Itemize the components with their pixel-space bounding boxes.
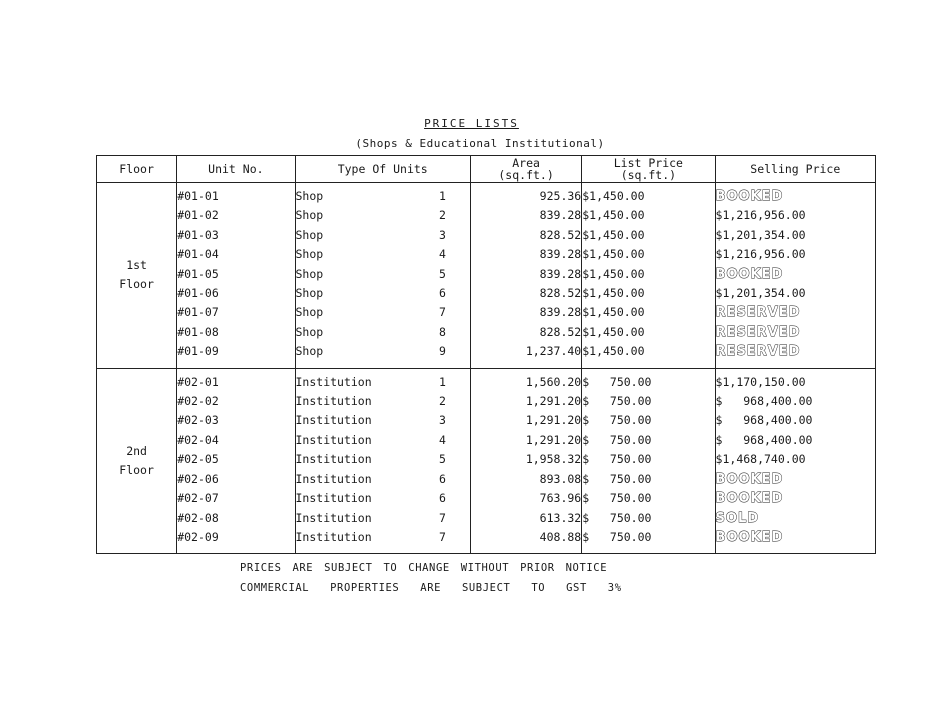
list-price-cell: $1,450.00 bbox=[582, 245, 715, 264]
area-cell: 828.52 bbox=[470, 323, 581, 342]
list-price-cell: $1,450.00 bbox=[582, 284, 715, 303]
table-header-row bbox=[97, 156, 876, 183]
area-cell: 839.28 bbox=[470, 303, 581, 322]
table-row bbox=[97, 431, 876, 450]
list-price-cell: $ 750.00 bbox=[582, 509, 715, 528]
area-cell: 763.96 bbox=[470, 489, 581, 508]
document-subtitle: (Shops & Educational Institutional) bbox=[355, 137, 605, 150]
unit-type-cell: Institution 7 bbox=[295, 509, 470, 528]
table-row bbox=[97, 489, 876, 508]
selling-price-cell: $1,201,354.00 bbox=[715, 226, 875, 245]
unit-number-cell: #02-05 bbox=[177, 450, 295, 469]
floor-label: 1st Floor bbox=[97, 183, 177, 369]
unit-type-cell: Shop 2 bbox=[295, 206, 470, 225]
unit-number-cell: #02-08 bbox=[177, 509, 295, 528]
unit-type-cell: Shop 4 bbox=[295, 245, 470, 264]
unit-type-cell: Shop 5 bbox=[295, 265, 470, 284]
document-title: PRICE LISTS bbox=[424, 117, 519, 130]
area-cell: 408.88 bbox=[470, 528, 581, 554]
area-cell: 1,291.20 bbox=[470, 431, 581, 450]
unit-number-cell: #02-04 bbox=[177, 431, 295, 450]
area-cell: 1,237.40 bbox=[470, 342, 581, 368]
list-price-cell: $ 750.00 bbox=[582, 392, 715, 411]
unit-type-cell: Institution 6 bbox=[295, 470, 470, 489]
unit-type-cell: Institution 3 bbox=[295, 411, 470, 430]
unit-type-cell: Institution 2 bbox=[295, 392, 470, 411]
unit-number-cell: #02-01 bbox=[177, 368, 295, 392]
selling-price-cell: RESERVED bbox=[715, 303, 875, 322]
table-row bbox=[97, 284, 876, 303]
table-row bbox=[97, 245, 876, 264]
list-price-cell: $ 750.00 bbox=[582, 489, 715, 508]
footer-notice-price-change: PRICES ARE SUBJECT TO CHANGE WITHOUT PRIOR NOTICE bbox=[240, 562, 608, 574]
list-price-cell: $1,450.00 bbox=[582, 183, 715, 207]
footer-notice-gst: COMMERCIAL PROPERTIES ARE SUBJECT TO GST 3% bbox=[240, 582, 622, 594]
area-cell: 893.08 bbox=[470, 470, 581, 489]
header-type-of-units: Type Of Units bbox=[295, 156, 470, 183]
unit-number-cell: #01-01 bbox=[177, 183, 295, 207]
unit-type-cell: Shop 7 bbox=[295, 303, 470, 322]
unit-type-cell: Institution 5 bbox=[295, 450, 470, 469]
selling-price-cell: $ 968,400.00 bbox=[715, 431, 875, 450]
area-cell: 1,291.20 bbox=[470, 392, 581, 411]
selling-price-cell: $1,468,740.00 bbox=[715, 450, 875, 469]
area-cell: 828.52 bbox=[470, 284, 581, 303]
table-row bbox=[97, 183, 876, 207]
header-selling-price: Selling Price bbox=[715, 156, 875, 183]
unit-type-cell: Institution 1 bbox=[295, 368, 470, 392]
unit-number-cell: #02-03 bbox=[177, 411, 295, 430]
selling-price-cell: $ 968,400.00 bbox=[715, 392, 875, 411]
table-row bbox=[97, 411, 876, 430]
list-price-cell: $ 750.00 bbox=[582, 368, 715, 392]
unit-number-cell: #01-04 bbox=[177, 245, 295, 264]
selling-price-cell: $1,216,956.00 bbox=[715, 206, 875, 225]
unit-number-cell: #01-08 bbox=[177, 323, 295, 342]
list-price-cell: $ 750.00 bbox=[582, 411, 715, 430]
area-cell: 925.36 bbox=[470, 183, 581, 207]
area-cell: 839.28 bbox=[470, 265, 581, 284]
area-cell: 839.28 bbox=[470, 245, 581, 264]
selling-price-cell: RESERVED bbox=[715, 323, 875, 342]
selling-price-cell: SOLD bbox=[715, 509, 875, 528]
unit-type-cell: Shop 8 bbox=[295, 323, 470, 342]
unit-type-cell: Shop 6 bbox=[295, 284, 470, 303]
selling-price-cell: $1,170,150.00 bbox=[715, 368, 875, 392]
area-cell: 828.52 bbox=[470, 226, 581, 245]
area-cell: 1,560.20 bbox=[470, 368, 581, 392]
table-row bbox=[97, 206, 876, 225]
selling-price-cell: BOOKED bbox=[715, 528, 875, 554]
table-row bbox=[97, 226, 876, 245]
table-row bbox=[97, 509, 876, 528]
selling-price-cell: BOOKED bbox=[715, 183, 875, 207]
list-price-cell: $1,450.00 bbox=[582, 206, 715, 225]
selling-price-cell: $1,201,354.00 bbox=[715, 284, 875, 303]
unit-number-cell: #02-09 bbox=[177, 528, 295, 554]
table-row bbox=[97, 470, 876, 489]
list-price-cell: $1,450.00 bbox=[582, 303, 715, 322]
header-floor: Floor bbox=[97, 156, 177, 183]
selling-price-cell: BOOKED bbox=[715, 489, 875, 508]
price-table bbox=[96, 155, 876, 554]
unit-number-cell: #01-09 bbox=[177, 342, 295, 368]
area-cell: 1,291.20 bbox=[470, 411, 581, 430]
unit-type-cell: Shop 9 bbox=[295, 342, 470, 368]
list-price-cell: $ 750.00 bbox=[582, 450, 715, 469]
list-price-cell: $ 750.00 bbox=[582, 431, 715, 450]
area-cell: 839.28 bbox=[470, 206, 581, 225]
table-row bbox=[97, 342, 876, 368]
selling-price-cell: BOOKED bbox=[715, 470, 875, 489]
unit-number-cell: #01-05 bbox=[177, 265, 295, 284]
header-unit-no: Unit No. bbox=[177, 156, 295, 183]
table-row bbox=[97, 265, 876, 284]
list-price-cell: $1,450.00 bbox=[582, 342, 715, 368]
unit-type-cell: Institution 4 bbox=[295, 431, 470, 450]
table-row bbox=[97, 368, 876, 392]
unit-number-cell: #01-07 bbox=[177, 303, 295, 322]
unit-number-cell: #02-06 bbox=[177, 470, 295, 489]
table-row bbox=[97, 323, 876, 342]
unit-type-cell: Institution 7 bbox=[295, 528, 470, 554]
unit-type-cell: Shop 3 bbox=[295, 226, 470, 245]
list-price-cell: $ 750.00 bbox=[582, 528, 715, 554]
unit-number-cell: #01-02 bbox=[177, 206, 295, 225]
selling-price-cell: $ 968,400.00 bbox=[715, 411, 875, 430]
table-row bbox=[97, 450, 876, 469]
table-row bbox=[97, 392, 876, 411]
unit-type-cell: Shop 1 bbox=[295, 183, 470, 207]
table-row bbox=[97, 303, 876, 322]
header-list-price: List Price (sq.ft.) bbox=[582, 156, 715, 183]
selling-price-cell: RESERVED bbox=[715, 342, 875, 368]
unit-number-cell: #02-02 bbox=[177, 392, 295, 411]
selling-price-cell: $1,216,956.00 bbox=[715, 245, 875, 264]
table-row bbox=[97, 528, 876, 554]
unit-number-cell: #01-03 bbox=[177, 226, 295, 245]
unit-number-cell: #01-06 bbox=[177, 284, 295, 303]
unit-type-cell: Institution 6 bbox=[295, 489, 470, 508]
unit-number-cell: #02-07 bbox=[177, 489, 295, 508]
list-price-cell: $1,450.00 bbox=[582, 265, 715, 284]
list-price-cell: $1,450.00 bbox=[582, 226, 715, 245]
selling-price-cell: BOOKED bbox=[715, 265, 875, 284]
list-price-cell: $ 750.00 bbox=[582, 470, 715, 489]
area-cell: 1,958.32 bbox=[470, 450, 581, 469]
header-area: Area (sq.ft.) bbox=[470, 156, 581, 183]
list-price-cell: $1,450.00 bbox=[582, 323, 715, 342]
floor-label: 2nd Floor bbox=[97, 368, 177, 554]
area-cell: 613.32 bbox=[470, 509, 581, 528]
